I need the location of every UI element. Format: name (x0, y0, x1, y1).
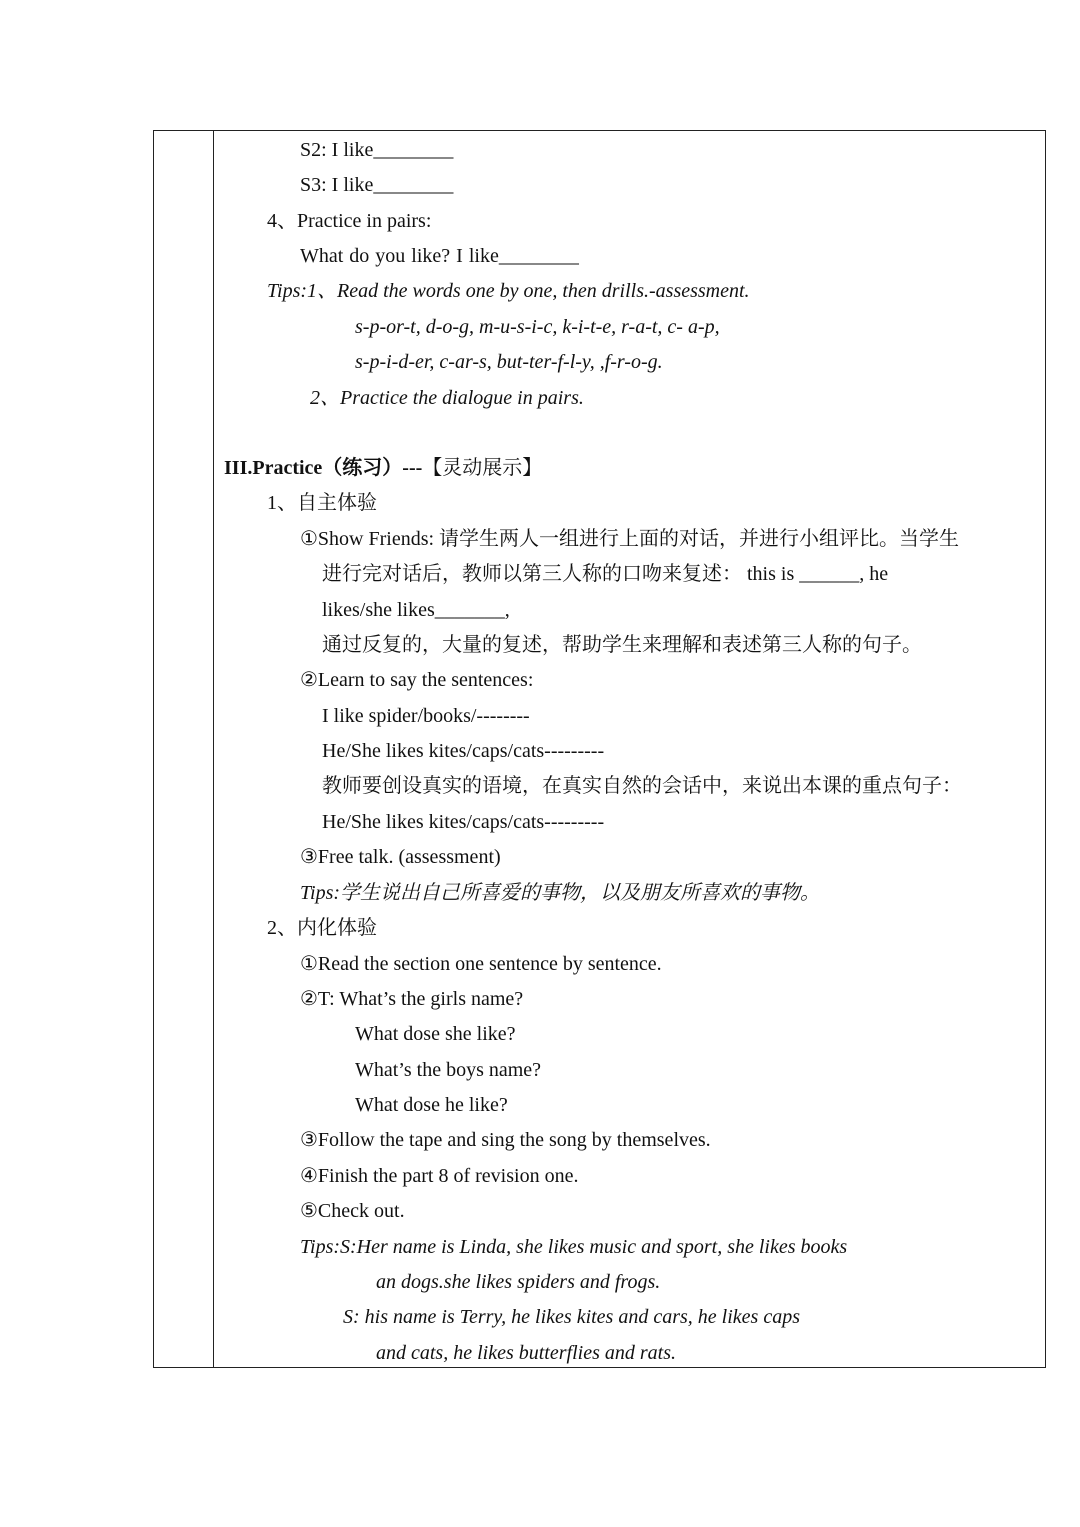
learn-to-say-heading: ②Learn to say the sentences: (300, 669, 534, 691)
tips-linda-line-2: an dogs.she likes spiders and frogs. (376, 1271, 661, 1293)
spelling-line-2: s-p-i-d-er, c-ar-s, but-ter-f-l-y, ,f-r-o-g. (355, 351, 663, 373)
dialogue-line-s3: S3: I like________ (300, 174, 454, 196)
practice-heading-cn: 【灵动展示】 (422, 457, 543, 479)
show-friends-line-3: likes/she likes_______, (322, 599, 510, 621)
tips-terry-line-1: S: his name is Terry, he likes kites and cars, he likes caps (343, 1306, 800, 1328)
show-friends-line-2: 进行完对话后，教师以第三人称的口吻来复述： this is ______, he (322, 563, 889, 585)
step-practice-pairs: 4、Practice in pairs: (267, 210, 432, 232)
dialogue-what-do-you-like: What do you like? I like________ (300, 245, 579, 267)
table-column-divider (213, 130, 214, 1368)
check-out-line: ⑤Check out. (300, 1200, 405, 1222)
show-friends-line-1: ①Show Friends: 请学生两人一组进行上面的对话，并进行小组评比。当学生 (300, 528, 960, 550)
sentence-he-she-likes: He/She likes kites/caps/cats--------- (322, 740, 605, 762)
step-1-heading: 1、自主体验 (267, 492, 377, 514)
show-friends-line-4: 通过反复的，大量的复述，帮助学生来理解和表述第三人称的句子。 (322, 634, 922, 656)
spelling-line-1: s-p-or-t, d-o-g, m-u-s-i-c, k-i-t-e, r-a-t, c- a-p, (355, 316, 720, 338)
question-what-dose-she: What dose she like? (355, 1023, 516, 1045)
tips-read-words: Tips:1、Read the words one by one, then drills.-assessment. (267, 280, 750, 302)
question-boys-name: What’s the boys name? (355, 1059, 542, 1081)
read-section-line: ①Read the section one sentence by sentence. (300, 953, 662, 975)
question-girls-name: ②T: What’s the girls name? (300, 988, 524, 1010)
follow-tape-line: ③Follow the tape and sing the song by themselves. (300, 1129, 711, 1151)
sentence-i-like: I like spider/books/-------- (322, 705, 530, 727)
section-heading-practice (224, 456, 542, 480)
teacher-context-note: 教师要创设真实的语境，在真实自然的会话中，来说出本课的重点句子： (322, 775, 962, 797)
sentence-he-she-likes-repeat: He/She likes kites/caps/cats--------- (322, 811, 605, 833)
practice-heading-en: III.Practice（练习）--- (224, 457, 423, 479)
question-what-dose-he: What dose he like? (355, 1094, 508, 1116)
tips-practice-dialogue: 2、Practice the dialogue in pairs. (310, 387, 584, 409)
tips-terry-line-2: and cats, he likes butterflies and rats. (376, 1342, 676, 1364)
dialogue-line-s2: S2: I like________ (300, 139, 454, 161)
tips-linda-line-1: Tips:S:Her name is Linda, she likes music and sport, she likes books (300, 1236, 848, 1258)
finish-part-line: ④Finish the part 8 of revision one. (300, 1165, 579, 1187)
step-2-heading: 2、内化体验 (267, 917, 377, 939)
tips-free-talk: Tips:学生说出自己所喜爱的事物，以及朋友所喜欢的事物。 (300, 882, 821, 904)
free-talk-line: ③Free talk. (assessment) (300, 846, 501, 868)
